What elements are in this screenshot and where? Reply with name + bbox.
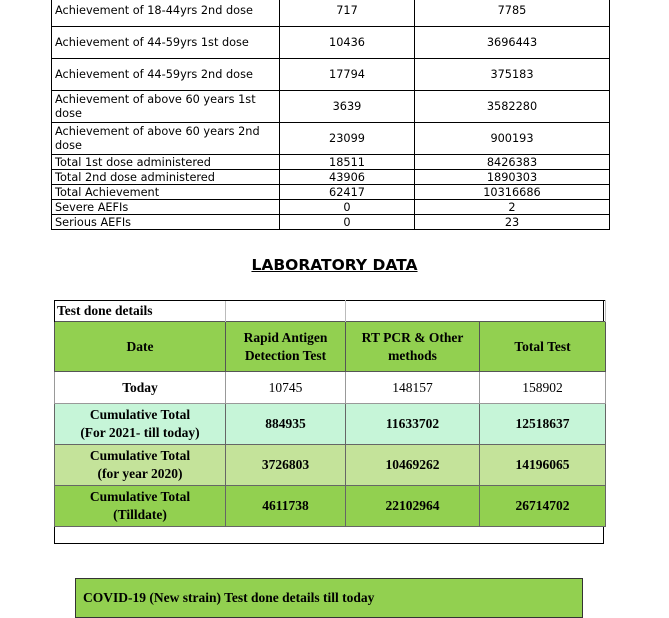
row-label: Cumulative Total (for year 2020)	[55, 445, 226, 486]
cumulative-value: 1890303	[415, 170, 610, 185]
total-value: 158902	[480, 372, 606, 404]
column-header: RT PCR & Other methods	[346, 322, 480, 372]
rtpcr-value: 10469262	[346, 445, 480, 486]
today-value: 10436	[280, 27, 415, 59]
table-row	[52, 155, 610, 170]
column-header: Total Test	[480, 322, 606, 372]
table-row	[52, 59, 610, 91]
today-value: 0	[280, 200, 415, 215]
today-value: 717	[280, 0, 415, 27]
cumulative-value: 3696443	[415, 27, 610, 59]
table-row	[55, 445, 606, 486]
rat-value: 10745	[226, 372, 346, 404]
row-label: Cumulative Total (Tilldate)	[55, 486, 226, 527]
cumulative-value: 375183	[415, 59, 610, 91]
table-row	[52, 27, 610, 59]
caption-row	[55, 301, 606, 322]
table-caption: Test done details	[55, 301, 226, 322]
rtpcr-value: 11633702	[346, 404, 480, 445]
table-row	[52, 215, 610, 230]
row-label: Total 2nd dose administered	[52, 170, 280, 185]
rat-value: 3726803	[226, 445, 346, 486]
rtpcr-value: 148157	[346, 372, 480, 404]
today-value: 43906	[280, 170, 415, 185]
today-value: 3639	[280, 91, 415, 123]
row-label: Achievement of 44-59yrs 2nd dose	[52, 59, 280, 91]
today-value: 62417	[280, 185, 415, 200]
today-value: 18511	[280, 155, 415, 170]
table-row	[52, 123, 610, 155]
row-label: Severe AEFIs	[52, 200, 280, 215]
table-row	[52, 200, 610, 215]
row-label: Cumulative Total (For 2021- till today)	[55, 404, 226, 445]
vaccination-table	[51, 0, 610, 230]
laboratory-data-heading: LABORATORY DATA	[251, 256, 418, 274]
cumulative-value: 10316686	[415, 185, 610, 200]
table-row	[52, 170, 610, 185]
today-value: 23099	[280, 123, 415, 155]
rat-value: 4611738	[226, 486, 346, 527]
row-label: Achievement of 44-59yrs 1st dose	[52, 27, 280, 59]
column-header: Date	[55, 322, 226, 372]
cumulative-value: 23	[415, 215, 610, 230]
total-value: 12518637	[480, 404, 606, 445]
column-header: Rapid Antigen Detection Test	[226, 322, 346, 372]
row-label: Achievement of above 60 years 2nd dose	[52, 123, 280, 155]
row-label: Serious AEFIs	[52, 215, 280, 230]
cumulative-value: 8426383	[415, 155, 610, 170]
today-value: 17794	[280, 59, 415, 91]
cumulative-value: 2	[415, 200, 610, 215]
header-row	[55, 322, 606, 372]
cumulative-value: 900193	[415, 123, 610, 155]
today-value: 0	[280, 215, 415, 230]
rat-value: 884935	[226, 404, 346, 445]
table-row	[55, 486, 606, 527]
cumulative-value: 7785	[415, 0, 610, 27]
laboratory-table	[54, 300, 606, 527]
cumulative-value: 3582280	[415, 91, 610, 123]
total-value: 26714702	[480, 486, 606, 527]
table-row	[55, 404, 606, 445]
table-row	[52, 91, 610, 123]
row-label: Achievement of 18-44yrs 2nd dose	[52, 0, 280, 27]
total-value: 14196065	[480, 445, 606, 486]
covid-strain-title: COVID-19 (New strain) Test done details till today	[75, 578, 583, 618]
row-label: Total Achievement	[52, 185, 280, 200]
row-label: Today	[55, 372, 226, 404]
table-row	[52, 0, 610, 27]
row-label: Total 1st dose administered	[52, 155, 280, 170]
table-row	[52, 185, 610, 200]
table-row	[55, 372, 606, 404]
rtpcr-value: 22102964	[346, 486, 480, 527]
row-label: Achievement of above 60 years 1st dose	[52, 91, 280, 123]
